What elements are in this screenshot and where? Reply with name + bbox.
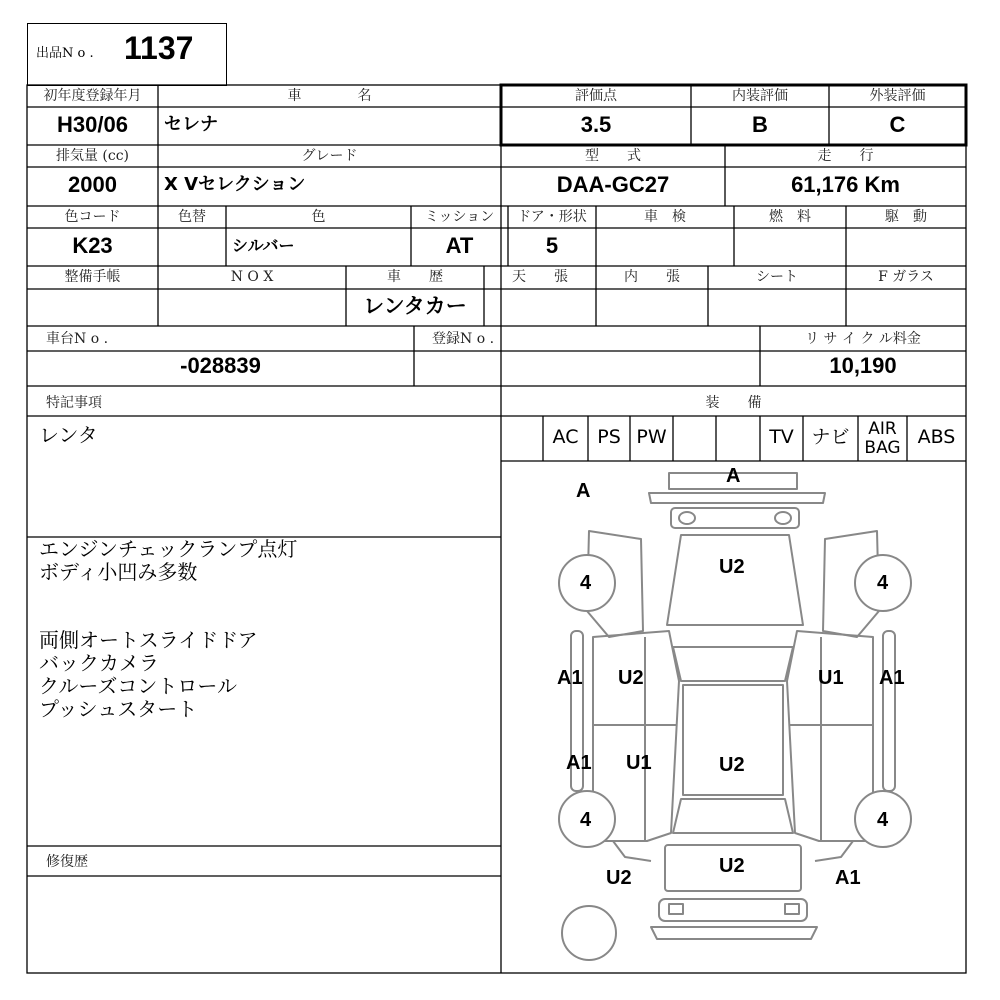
label-color-change: 色替 — [178, 209, 206, 225]
label-displacement: 排気量 (cc) — [55, 148, 130, 164]
label-fuel: 燃 料 — [769, 209, 811, 225]
emblem-right-outline — [775, 512, 791, 524]
label-maintenance: 整備手帳 — [64, 269, 121, 285]
mark-wheel-rl: 4 — [580, 809, 592, 831]
emblem-left-outline — [679, 512, 695, 524]
value-recycle: 10,190 — [829, 353, 897, 378]
mark-left-front-u: U2 — [618, 667, 644, 689]
value-first-reg: H30/06 — [57, 112, 128, 137]
mark-right-front-u: U1 — [818, 667, 844, 689]
value-exterior: C — [889, 112, 906, 137]
mark-rear-left: U2 — [606, 867, 632, 889]
rear-window-outline — [673, 799, 793, 833]
value-chassis: -028839 — [180, 353, 261, 378]
remark-line-6: クルーズコントロール — [39, 674, 237, 698]
label-model: 型 式 — [585, 148, 641, 164]
label-exterior: 外装評価 — [869, 88, 926, 104]
equip-airbag-line-2: BAG — [864, 438, 901, 458]
grille-outline — [671, 508, 799, 528]
mark-wheel-fr: 4 — [877, 572, 889, 594]
mark-left-rear-u: U1 — [626, 752, 652, 774]
remark-line-7: プッシュスタート — [39, 697, 198, 721]
label-drive: 駆 動 — [885, 209, 927, 225]
mark-front-bumper: A — [726, 465, 741, 487]
label-mileage: 走 行 — [817, 148, 874, 164]
roof-outline — [683, 685, 783, 795]
mark-roof: U2 — [719, 754, 745, 776]
remark-line-5: バックカメラ — [39, 651, 159, 675]
remark-line-4: 両側オートスライドドア — [39, 628, 258, 652]
value-model: DAA-GC27 — [556, 172, 670, 197]
value-score: 3.5 — [580, 112, 612, 137]
label-interior: 内装評価 — [732, 88, 788, 104]
lot-number: 1137 — [124, 30, 194, 66]
value-interior: B — [752, 112, 768, 137]
value-color-code: K23 — [72, 233, 113, 258]
label-inspection: 車 検 — [644, 209, 686, 225]
value-color: シルバー — [232, 236, 295, 255]
label-grade: グレード — [301, 148, 358, 164]
equip-abs: ABS — [917, 426, 956, 448]
label-car-name: 車 名 — [287, 88, 372, 104]
label-equipment: 装 備 — [705, 395, 762, 411]
label-first-reg: 初年度登録年月 — [43, 88, 142, 104]
equip-ps: PS — [597, 426, 621, 448]
equip-tv: TV — [769, 426, 794, 448]
equip-pw: PW — [636, 426, 667, 448]
label-color-code: 色コード — [64, 209, 121, 225]
equip-airbag — [858, 417, 907, 461]
label-seat: シート — [756, 269, 798, 285]
label-color: 色 — [311, 209, 326, 225]
lot-label: 出品N o . — [36, 46, 94, 61]
value-car-name: セレナ — [164, 114, 218, 135]
label-chassis: 車台N o . — [46, 331, 109, 347]
equip-ac: AC — [552, 426, 579, 448]
label-score: 評価点 — [575, 88, 617, 104]
mark-rear-right: A1 — [835, 867, 861, 889]
label-sunroof: 天 張 — [512, 269, 568, 285]
label-upholstery: 内 張 — [624, 269, 680, 285]
remark-line-1: レンタ — [39, 423, 98, 447]
remark-line-3: ボディ小凹み多数 — [39, 560, 198, 584]
label-recycle: リ サ イ ク ル料金 — [805, 331, 921, 347]
equip-navi: ナビ — [811, 426, 850, 448]
mark-right-front-a: A1 — [879, 667, 905, 689]
value-mileage: 61,176 Km — [791, 172, 900, 197]
mark-hood: U2 — [719, 556, 745, 578]
label-repair: 修復歴 — [46, 854, 88, 870]
label-doors: ドア・形状 — [517, 209, 587, 225]
label-f-glass: F ガラス — [878, 269, 934, 285]
equip-airbag-line-1: AIR — [868, 419, 897, 439]
value-mission: AT — [445, 233, 474, 258]
remark-line-2: エンジンチェックランプ点灯 — [39, 537, 298, 561]
mark-left-front-a: A1 — [557, 667, 583, 689]
windshield-outline — [673, 647, 793, 681]
hood-outline — [667, 535, 803, 625]
car-diagram — [501, 461, 966, 972]
value-displacement: 2000 — [68, 172, 117, 197]
label-registration: 登録N o . — [432, 331, 495, 347]
value-doors: 5 — [545, 233, 559, 258]
mark-wheel-fl: 4 — [580, 572, 592, 594]
mark-rear-door: U2 — [719, 855, 745, 877]
mark-left-rear-a: A1 — [566, 752, 592, 774]
mark-front-glass: A — [576, 480, 591, 502]
front-apron-outline — [649, 493, 825, 503]
right-step-outline — [883, 631, 895, 791]
label-mission: ミッション — [424, 209, 495, 225]
mark-wheel-rr: 4 — [877, 809, 889, 831]
label-history: 車 歴 — [387, 269, 443, 285]
value-grade: X Vセレクション — [164, 174, 306, 195]
label-remarks: 特記事項 — [46, 395, 102, 411]
value-history: レンタカー — [363, 295, 467, 318]
label-nox: N O X — [230, 269, 274, 285]
spare-tyre — [562, 906, 616, 960]
